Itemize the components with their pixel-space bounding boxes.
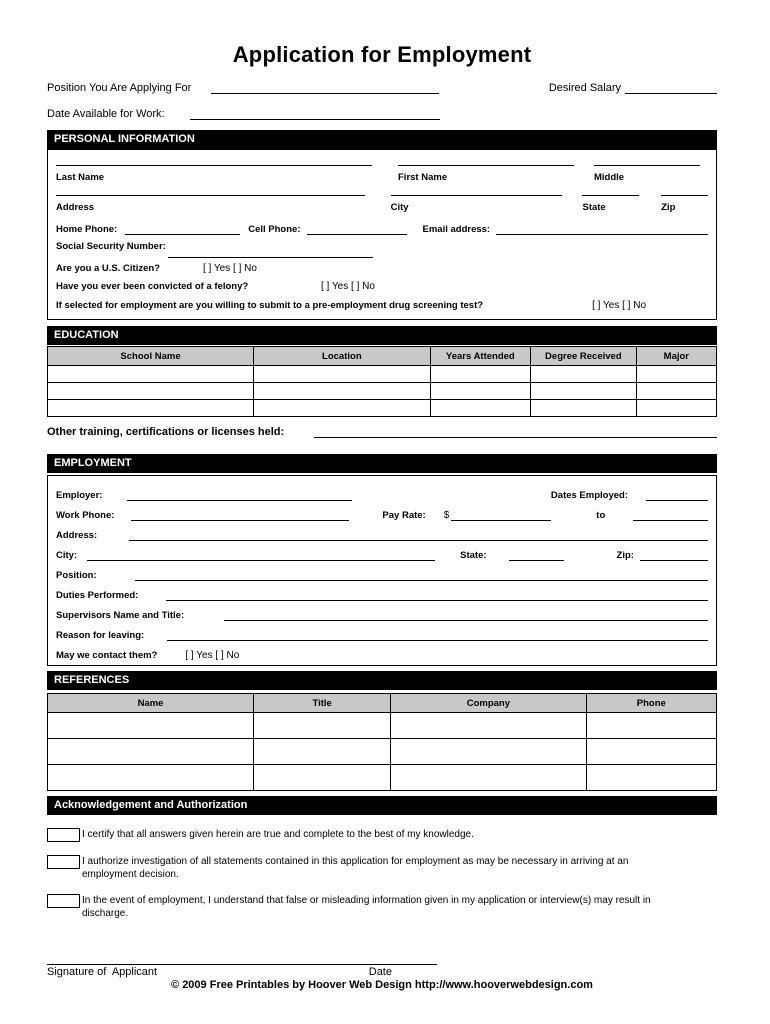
employer-state-field[interactable] (509, 550, 564, 561)
signature-labels (47, 965, 437, 978)
employer-address-field[interactable] (129, 530, 708, 541)
date-available-label: Date Available for Work: (47, 108, 165, 120)
education-cell[interactable] (48, 400, 254, 417)
first-name-group (398, 165, 574, 187)
other-training-field[interactable] (314, 428, 717, 438)
education-cell[interactable] (636, 383, 716, 400)
phones-row (56, 224, 708, 235)
education-cell[interactable] (430, 366, 530, 383)
zip-group (661, 195, 708, 217)
page-title: Application for Employment (232, 42, 532, 67)
references-row (48, 713, 717, 739)
position-field[interactable] (135, 570, 708, 581)
position-applying-row (47, 81, 717, 94)
cell-phone-label: Cell Phone: (248, 224, 301, 235)
employer-city-label: City: (56, 550, 78, 561)
references-col-phone: Phone (586, 694, 716, 713)
personal-information-header: PERSONAL INFORMATION (47, 130, 717, 149)
employer-city-field[interactable] (87, 550, 435, 561)
employer-zip-label: Zip: (616, 550, 634, 561)
work-phone-row (56, 501, 708, 521)
references-cell[interactable] (254, 739, 391, 765)
education-cell[interactable] (636, 366, 716, 383)
education-row (48, 383, 717, 400)
education-cell[interactable] (48, 383, 254, 400)
contact-them-question-label: May we contact them? (56, 650, 158, 661)
state-group (582, 195, 639, 217)
references-cell[interactable] (391, 765, 586, 791)
education-cell[interactable] (254, 383, 431, 400)
duties-performed-field[interactable] (166, 590, 708, 601)
education-cell[interactable] (531, 366, 637, 383)
education-col-major: Major (636, 347, 716, 366)
address-row (56, 195, 708, 217)
felony-question-label: Have you ever been convicted of a felony? (56, 281, 249, 292)
position-applying-label: Position You Are Applying For (47, 82, 192, 94)
desired-salary-field[interactable] (625, 81, 717, 94)
ack-certify-row (47, 828, 717, 842)
dates-employed-field[interactable] (646, 490, 708, 501)
ack-certify-checkbox[interactable] (47, 828, 80, 842)
education-row (48, 400, 717, 417)
city-group (391, 195, 563, 217)
references-cell[interactable] (48, 713, 254, 739)
address-group (56, 195, 365, 217)
pay-rate-label: Pay Rate: (382, 510, 426, 521)
drug-test-question-label: If selected for employment are you willing to submit to a pre-employment drug screening test? (56, 300, 484, 311)
supervisor-name-title-field[interactable] (224, 610, 708, 621)
ack-certify-text: I certify that all answers given herein are true and complete to the best of my knowledge. (82, 829, 474, 840)
last-name-group (56, 165, 372, 187)
duties-performed-label: Duties Performed: (56, 590, 139, 601)
home-phone-field[interactable] (125, 225, 240, 235)
references-cell[interactable] (48, 739, 254, 765)
employer-zip-field[interactable] (640, 550, 708, 561)
education-cell[interactable] (636, 400, 716, 417)
other-training-label: Other training, certifications or licenses held: (47, 426, 285, 438)
cell-phone-field[interactable] (307, 225, 407, 235)
pay-rate-to-label: to (596, 510, 606, 521)
education-cell[interactable] (254, 366, 431, 383)
education-header: EDUCATION (47, 326, 717, 345)
education-header-row (48, 347, 717, 366)
education-col-years-attended: Years Attended (430, 347, 530, 366)
ssn-label: Social Security Number: (56, 241, 166, 252)
references-col-name: Name (48, 694, 254, 713)
contact-them-row (56, 641, 708, 661)
employment-application-form (47, 0, 717, 991)
duties-row (56, 581, 708, 601)
middle-name-label: Middle (594, 172, 625, 183)
references-col-company: Company (391, 694, 586, 713)
ack-discharge-row (47, 894, 717, 920)
references-cell[interactable] (586, 739, 716, 765)
last-name-label: Last Name (56, 172, 105, 183)
signature-zone (47, 964, 447, 978)
email-field[interactable] (496, 225, 708, 235)
education-cell[interactable] (531, 383, 637, 400)
felony-yes-no-options[interactable]: [ ] Yes [ ] No (321, 281, 375, 292)
education-col-school-name: School Name (48, 347, 254, 366)
zip-label: Zip (661, 202, 676, 213)
other-training-row (47, 426, 717, 438)
education-cell[interactable] (531, 400, 637, 417)
first-name-label: First Name (398, 172, 448, 183)
references-row (48, 739, 717, 765)
ack-authorize-row (47, 855, 717, 881)
employment-header: EMPLOYMENT (47, 454, 717, 473)
supervisor-row (56, 601, 708, 621)
date-available-row (47, 107, 717, 120)
city-label: City (390, 202, 409, 213)
reason-leaving-field[interactable] (167, 630, 708, 641)
references-cell[interactable] (391, 713, 586, 739)
reason-leaving-row (56, 621, 708, 641)
education-table (47, 346, 717, 417)
employer-state-label: State: (460, 550, 487, 561)
employer-label: Employer: (56, 490, 103, 501)
felony-row (56, 281, 708, 292)
references-header: REFERENCES (47, 671, 717, 690)
ack-discharge-checkbox[interactable] (47, 894, 80, 908)
employment-section (47, 475, 717, 666)
ssn-field[interactable] (168, 252, 373, 258)
references-cell[interactable] (254, 713, 391, 739)
pay-rate-to-field[interactable] (633, 510, 708, 521)
signature-of-applicant-label: Signature of Applicant (47, 966, 158, 978)
references-cell[interactable] (586, 765, 716, 791)
references-row (48, 765, 717, 791)
ack-authorize-checkbox[interactable] (47, 855, 80, 869)
employer-city-row (56, 541, 708, 561)
references-cell[interactable] (586, 713, 716, 739)
education-cell[interactable] (48, 366, 254, 383)
education-cell[interactable] (254, 400, 431, 417)
copyright-text: © 2009 Free Printables by Hoover Web Design http://www.hooverwebdesign.com (171, 979, 593, 991)
education-col-degree-received: Degree Received (531, 347, 637, 366)
ack-discharge-text: In the event of employment, I understand that false or misleading information given in my application or interview(s) may result in discharge. (82, 895, 651, 919)
references-cell[interactable] (254, 765, 391, 791)
work-phone-field[interactable] (131, 510, 349, 521)
contact-them-yes-no-options[interactable]: [ ] Yes [ ] No (185, 650, 240, 661)
drug-test-yes-no-options[interactable]: [ ] Yes [ ] No (592, 300, 646, 311)
position-label: Position: (56, 570, 97, 581)
ack-authorize-text: I authorize investigation of all statements contained in this application for employment as may be necessary in arriving at an employment decision. (82, 856, 629, 880)
references-header-row (48, 694, 717, 713)
date-available-field[interactable] (190, 107, 440, 120)
supervisor-name-title-label: Supervisors Name and Title: (56, 610, 185, 621)
employer-address-row (56, 521, 708, 541)
drug-test-row (56, 300, 708, 311)
dollar-sign: $ (443, 510, 450, 521)
work-phone-label: Work Phone: (56, 510, 115, 521)
employer-row (56, 481, 708, 501)
position-row (56, 561, 708, 581)
position-applying-field[interactable] (211, 81, 439, 94)
acknowledgement-header: Acknowledgement and Authorization (47, 796, 717, 815)
middle-name-group (594, 165, 700, 187)
education-col-location: Location (254, 347, 431, 366)
employer-address-label: Address: (56, 530, 98, 541)
citizen-row (56, 263, 708, 274)
pay-rate-field[interactable] (451, 510, 551, 521)
desired-salary-label: Desired Salary (548, 82, 621, 94)
references-col-title: Title (254, 694, 391, 713)
signature-date-label: Date (368, 966, 392, 978)
name-row (56, 165, 708, 187)
reason-leaving-label: Reason for leaving: (56, 630, 145, 641)
citizen-question-label: Are you a U.S. Citizen? (56, 263, 160, 274)
employer-field[interactable] (127, 490, 352, 501)
references-table (47, 693, 717, 791)
citizen-yes-no-options[interactable]: [ ] Yes [ ] No (203, 263, 257, 274)
education-cell[interactable] (430, 383, 530, 400)
dates-employed-label: Dates Employed: (550, 490, 628, 501)
email-label: Email address: (422, 224, 491, 235)
address-label: Address (56, 202, 95, 213)
state-label: State (582, 202, 606, 213)
references-cell[interactable] (48, 765, 254, 791)
home-phone-label: Home Phone: (56, 224, 118, 235)
references-cell[interactable] (391, 739, 586, 765)
personal-information-section (47, 149, 717, 320)
ssn-row (56, 241, 708, 252)
education-cell[interactable] (430, 400, 530, 417)
education-row (48, 366, 717, 383)
